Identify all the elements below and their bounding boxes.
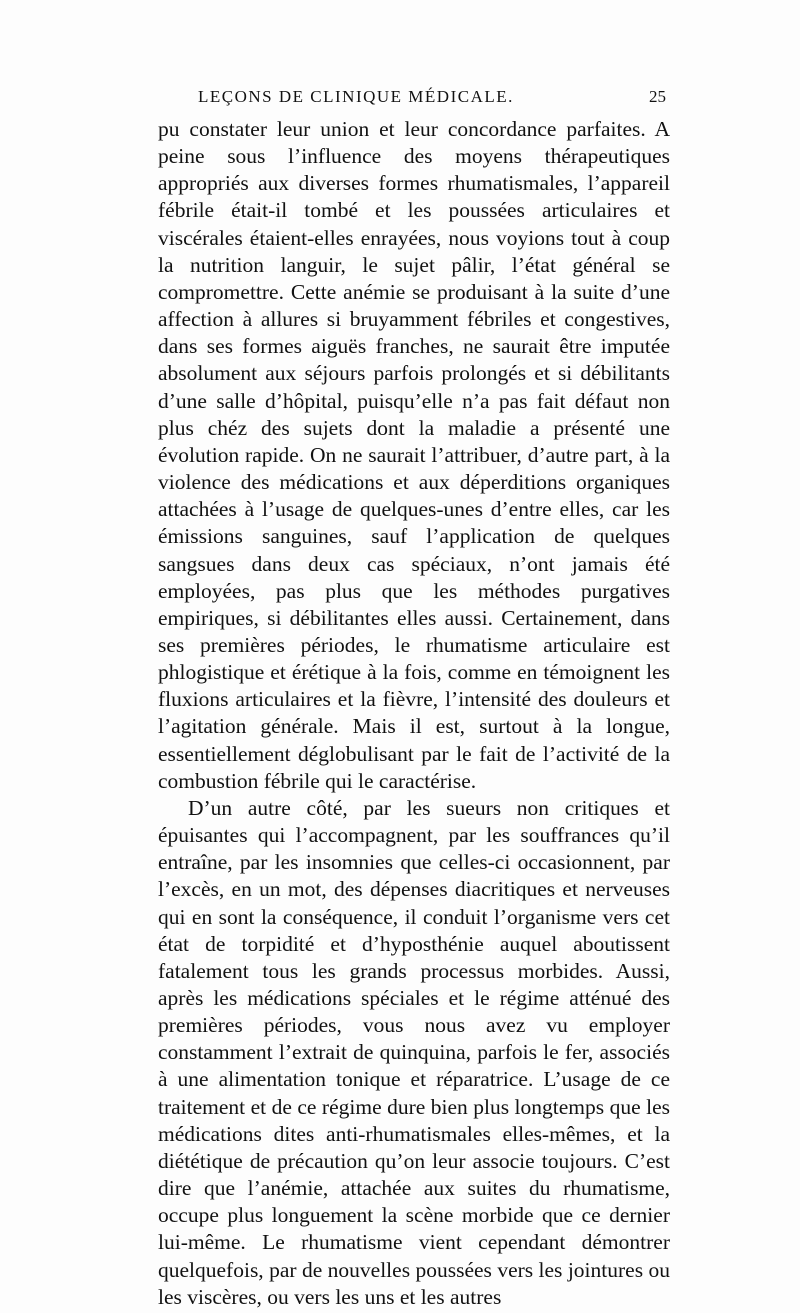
paragraph: pu constater leur union et leur concordance parfaites. A peine sous l’influence des moyens thérapeutiques appropriés aux diverses formes rhumatismales, l’appareil fébrile était-il tombé et les poussées articulaires et viscérales étaient-elles enrayées, nous voyions tout à coup la nutrition languir, le sujet pâlir, l’état général se compromettre. Cette anémie se produisant à la suite d’une affection à allures si bruyamment fébriles et congestives, dans ses formes aiguës franches, ne saurait être imputée absolument aux séjours parfois prolongés et si débilitants d’une salle d’hôpital, puisqu’elle n’a pas fait défaut non plus chéz des sujets dont la maladie a présenté une évolution rapide. On ne saurait l’attribuer, d’autre part, à la violence des médications et aux déperditions organiques attachées à l’usage de quelques-unes d’entre elles, car les émissions sanguines, sauf l’application de quelques sangsues dans deux cas spéciaux, n’ont jamais été employées, pas plus que les méthodes purgatives empiriques, si débilitantes elles aussi. Certainement, dans ses premières périodes, le rhumatisme articulaire est phlogistique et érétique à la fois, comme en témoignent les fluxions articulaires et la fièvre, l’intensité des douleurs et l’agitation générale. Mais il est, surtout à la longue, essentiellement déglobulisant par le fait de l’activité de la combustion fébrile qui le caractérise. [158,117,670,793]
body-text [158,116,670,1311]
running-title: LEÇONS DE CLINIQUE MÉDICALE. [198,87,514,106]
page-number: 25 [649,87,666,106]
paragraph: D’un autre côté, par les sueurs non critiques et épuisantes qui l’accompagnent, par les souffrances qu’il entraîne, par les insomnies que celles-ci occasionnent, par l’excès, en un mot, des dépenses diacritiques et nerveuses qui en sont la conséquence, il conduit l’organisme vers cet état de torpidité et d’hyposthénie auquel aboutissent fatalement tous les grands processus morbides. Aussi, après les médications spéciales et le régime atténué des premières périodes, vous nous avez vu employer constamment l’extrait de quinquina, parfois le fer, associés à une alimentation tonique et réparatrice. L’usage de ce traitement et de ce régime dure bien plus longtemps que les médications dites anti-rhumatismales elles-mêmes, et la diététique de précaution qu’on leur associe toujours. C’est dire que l’anémie, attachée aux suites du rhumatisme, occupe plus longuement la scène morbide que ce dernier lui-même. Le rhumatisme vient cependant démontrer quelquefois, par de nouvelles poussées vers les jointures ou les viscères, ou vers les uns et les autres [158,795,670,1309]
